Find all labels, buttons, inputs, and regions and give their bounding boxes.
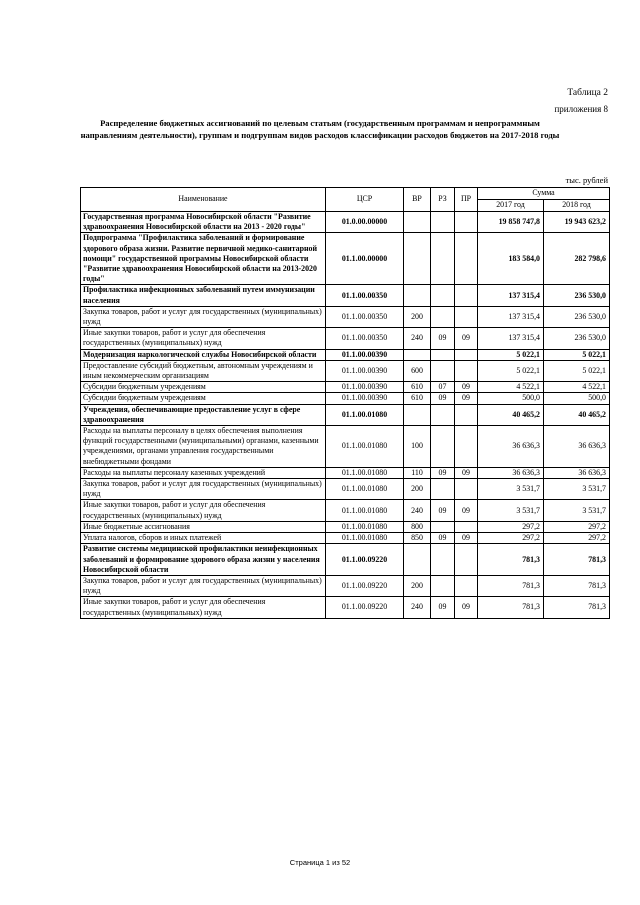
cell-rz xyxy=(431,544,455,576)
table-row xyxy=(81,393,610,404)
table-row xyxy=(81,233,610,285)
cell-pr: 09 xyxy=(455,328,478,349)
table-row xyxy=(81,328,610,349)
cell-pr: 09 xyxy=(455,597,478,618)
cell-2017: 5 022,1 xyxy=(478,349,544,360)
cell-vr: 800 xyxy=(404,521,431,532)
cell-pr xyxy=(455,544,478,576)
cell-pr xyxy=(455,233,478,285)
cell-vr: 110 xyxy=(404,467,431,478)
cell-pr xyxy=(455,479,478,500)
cell-2017: 500,0 xyxy=(478,393,544,404)
cell-csr: 01.1.00.09220 xyxy=(326,597,404,618)
cell-rz xyxy=(431,285,455,306)
cell-2017: 3 531,7 xyxy=(478,500,544,521)
cell-vr xyxy=(404,349,431,360)
cell-pr xyxy=(455,349,478,360)
table-row xyxy=(81,360,610,381)
cell-2018: 5 022,1 xyxy=(544,360,610,381)
cell-2018: 781,3 xyxy=(544,597,610,618)
cell-name: Иные закупки товаров, работ и услуг для обеспечения государственных (муниципальных) нужд xyxy=(81,328,326,349)
cell-rz xyxy=(431,349,455,360)
cell-vr: 240 xyxy=(404,597,431,618)
cell-rz xyxy=(431,306,455,327)
cell-name: Развитие системы медицинской профилактики неинфекционных заболеваний и формирование здорового образа жизни у населения Новосибирской области xyxy=(81,544,326,576)
cell-rz xyxy=(431,404,455,425)
cell-pr: 09 xyxy=(455,533,478,544)
cell-pr: 09 xyxy=(455,393,478,404)
cell-vr: 610 xyxy=(404,382,431,393)
cell-csr: 01.1.00.01080 xyxy=(326,533,404,544)
cell-name: Подпрограмма "Профилактика заболеваний и формирование здорового образа жизни. Развитие первичной медико-санитарной помощи" государственной программы Новосибирской области "Развитие здравоохранения Новосибирской области на 2013-2020 годы" xyxy=(81,233,326,285)
cell-2017: 40 465,2 xyxy=(478,404,544,425)
cell-2018: 297,2 xyxy=(544,521,610,532)
cell-vr xyxy=(404,404,431,425)
cell-2018: 5 022,1 xyxy=(544,349,610,360)
header-2018: 2018 год xyxy=(544,200,610,212)
cell-csr: 01.1.00.00390 xyxy=(326,393,404,404)
cell-vr: 600 xyxy=(404,360,431,381)
header-vr: ВР xyxy=(404,188,431,212)
cell-2018: 236 530,0 xyxy=(544,328,610,349)
cell-name: Учреждения, обеспечивающие предоставление услуг в сфере здравоохранения xyxy=(81,404,326,425)
cell-name: Уплата налогов, сборов и иных платежей xyxy=(81,533,326,544)
cell-vr: 100 xyxy=(404,426,431,468)
table-row xyxy=(81,500,610,521)
header-rz: РЗ xyxy=(431,188,455,212)
table-row xyxy=(81,404,610,425)
header-csr: ЦСР xyxy=(326,188,404,212)
cell-name: Закупка товаров, работ и услуг для государственных (муниципальных) нужд xyxy=(81,306,326,327)
table-row xyxy=(81,212,610,233)
cell-csr: 01.1.00.01080 xyxy=(326,426,404,468)
table-body xyxy=(81,212,610,619)
cell-rz xyxy=(431,479,455,500)
appendix-label: приложения 8 xyxy=(554,104,608,114)
cell-pr xyxy=(455,285,478,306)
cell-2018: 3 531,7 xyxy=(544,479,610,500)
cell-rz: 09 xyxy=(431,328,455,349)
cell-2017: 781,3 xyxy=(478,575,544,596)
table-row xyxy=(81,285,610,306)
cell-vr: 200 xyxy=(404,306,431,327)
cell-name: Субсидии бюджетным учреждениям xyxy=(81,393,326,404)
cell-pr xyxy=(455,521,478,532)
table-row xyxy=(81,426,610,468)
cell-vr: 610 xyxy=(404,393,431,404)
cell-rz: 07 xyxy=(431,382,455,393)
cell-2018: 19 943 623,2 xyxy=(544,212,610,233)
cell-rz: 09 xyxy=(431,533,455,544)
cell-2017: 137 315,4 xyxy=(478,306,544,327)
table-row xyxy=(81,521,610,532)
cell-csr: 01.1.00.01080 xyxy=(326,467,404,478)
cell-2017: 137 315,4 xyxy=(478,328,544,349)
cell-rz: 09 xyxy=(431,500,455,521)
cell-2017: 183 584,0 xyxy=(478,233,544,285)
header-2017: 2017 год xyxy=(478,200,544,212)
cell-2017: 781,3 xyxy=(478,544,544,576)
cell-2017: 137 315,4 xyxy=(478,285,544,306)
cell-name: Государственная программа Новосибирской области "Развитие здравоохранения Новосибирской области на 2013 - 2020 годы" xyxy=(81,212,326,233)
cell-vr: 240 xyxy=(404,328,431,349)
cell-vr xyxy=(404,544,431,576)
table-row xyxy=(81,382,610,393)
header-pr: ПР xyxy=(455,188,478,212)
cell-name: Расходы на выплаты персоналу казенных учреждений xyxy=(81,467,326,478)
cell-vr xyxy=(404,233,431,285)
cell-rz xyxy=(431,426,455,468)
cell-vr: 850 xyxy=(404,533,431,544)
cell-rz xyxy=(431,521,455,532)
table-row xyxy=(81,575,610,596)
cell-csr: 01.1.00.09220 xyxy=(326,575,404,596)
table-row xyxy=(81,306,610,327)
cell-2017: 781,3 xyxy=(478,597,544,618)
cell-name: Иные бюджетные ассигнования xyxy=(81,521,326,532)
cell-2018: 4 522,1 xyxy=(544,382,610,393)
header-sum: Сумма xyxy=(478,188,610,200)
cell-pr: 09 xyxy=(455,467,478,478)
header-name: Наименование xyxy=(81,188,326,212)
cell-2017: 4 522,1 xyxy=(478,382,544,393)
cell-pr xyxy=(455,306,478,327)
cell-name: Закупка товаров, работ и услуг для государственных (муниципальных) нужд xyxy=(81,575,326,596)
cell-pr: 09 xyxy=(455,500,478,521)
cell-vr xyxy=(404,212,431,233)
cell-rz xyxy=(431,575,455,596)
cell-vr xyxy=(404,285,431,306)
cell-2018: 297,2 xyxy=(544,533,610,544)
cell-rz: 09 xyxy=(431,393,455,404)
table-row xyxy=(81,349,610,360)
cell-2017: 36 636,3 xyxy=(478,467,544,478)
cell-name: Иные закупки товаров, работ и услуг для обеспечения государственных (муниципальных) нужд xyxy=(81,597,326,618)
cell-pr xyxy=(455,426,478,468)
cell-2018: 236 530,0 xyxy=(544,306,610,327)
cell-2017: 297,2 xyxy=(478,521,544,532)
cell-csr: 01.1.00.01080 xyxy=(326,521,404,532)
cell-2018: 500,0 xyxy=(544,393,610,404)
table-row xyxy=(81,544,610,576)
cell-csr: 01.1.00.00390 xyxy=(326,382,404,393)
cell-vr: 240 xyxy=(404,500,431,521)
cell-2018: 3 531,7 xyxy=(544,500,610,521)
table-row xyxy=(81,597,610,618)
table-number: Таблица 2 xyxy=(567,88,608,98)
cell-vr: 200 xyxy=(404,575,431,596)
cell-2018: 282 798,6 xyxy=(544,233,610,285)
cell-csr: 01.1.00.00350 xyxy=(326,285,404,306)
cell-name: Профилактика инфекционных заболеваний путем иммунизации населения xyxy=(81,285,326,306)
cell-csr: 01.1.00.00390 xyxy=(326,349,404,360)
cell-name: Предоставление субсидий бюджетным, автономным учреждениям и иным некоммерческим организациям xyxy=(81,360,326,381)
cell-rz xyxy=(431,233,455,285)
cell-vr: 200 xyxy=(404,479,431,500)
cell-rz: 09 xyxy=(431,597,455,618)
cell-name: Модернизация наркологической службы Новосибирской области xyxy=(81,349,326,360)
cell-csr: 01.1.00.00350 xyxy=(326,328,404,349)
cell-csr: 01.1.00.01080 xyxy=(326,479,404,500)
cell-csr: 01.1.00.00390 xyxy=(326,360,404,381)
cell-rz: 09 xyxy=(431,467,455,478)
table-row xyxy=(81,467,610,478)
cell-2018: 40 465,2 xyxy=(544,404,610,425)
cell-2018: 781,3 xyxy=(544,575,610,596)
cell-pr xyxy=(455,360,478,381)
cell-pr: 09 xyxy=(455,382,478,393)
cell-2017: 3 531,7 xyxy=(478,479,544,500)
budget-table xyxy=(80,187,610,619)
units-label: тыс. рублей xyxy=(565,175,608,185)
cell-pr xyxy=(455,404,478,425)
cell-csr: 01.0.00.00000 xyxy=(326,212,404,233)
cell-name: Субсидии бюджетным учреждениям xyxy=(81,382,326,393)
cell-2017: 19 858 747,8 xyxy=(478,212,544,233)
cell-name: Расходы на выплаты персоналу в целях обеспечения выполнения функций государственными (муниципальными) органами, казенными учреждениями, органами управления государственными внебюджетными фондами xyxy=(81,426,326,468)
cell-csr: 01.1.00.01080 xyxy=(326,404,404,425)
cell-csr: 01.1.00.00000 xyxy=(326,233,404,285)
cell-2017: 297,2 xyxy=(478,533,544,544)
cell-pr xyxy=(455,212,478,233)
cell-2017: 36 636,3 xyxy=(478,426,544,468)
cell-2017: 5 022,1 xyxy=(478,360,544,381)
cell-csr: 01.1.00.01080 xyxy=(326,500,404,521)
document-title: Распределение бюджетных ассигнований по целевым статьям (государственным программам и непрограммным направлениям деятельности), группам и подгруппам видов расходов классификации расходов бюджетов на 2017-2018 годы xyxy=(80,118,560,140)
cell-name: Иные закупки товаров, работ и услуг для обеспечения государственных (муниципальных) нужд xyxy=(81,500,326,521)
cell-csr: 01.1.00.09220 xyxy=(326,544,404,576)
cell-2018: 781,3 xyxy=(544,544,610,576)
cell-rz xyxy=(431,212,455,233)
table-row xyxy=(81,479,610,500)
table-row xyxy=(81,533,610,544)
cell-2018: 236 530,0 xyxy=(544,285,610,306)
cell-rz xyxy=(431,360,455,381)
cell-name: Закупка товаров, работ и услуг для государственных (муниципальных) нужд xyxy=(81,479,326,500)
cell-csr: 01.1.00.00350 xyxy=(326,306,404,327)
page-footer: Страница 1 из 52 xyxy=(289,858,351,867)
cell-2018: 36 636,3 xyxy=(544,467,610,478)
cell-pr xyxy=(455,575,478,596)
cell-2018: 36 636,3 xyxy=(544,426,610,468)
